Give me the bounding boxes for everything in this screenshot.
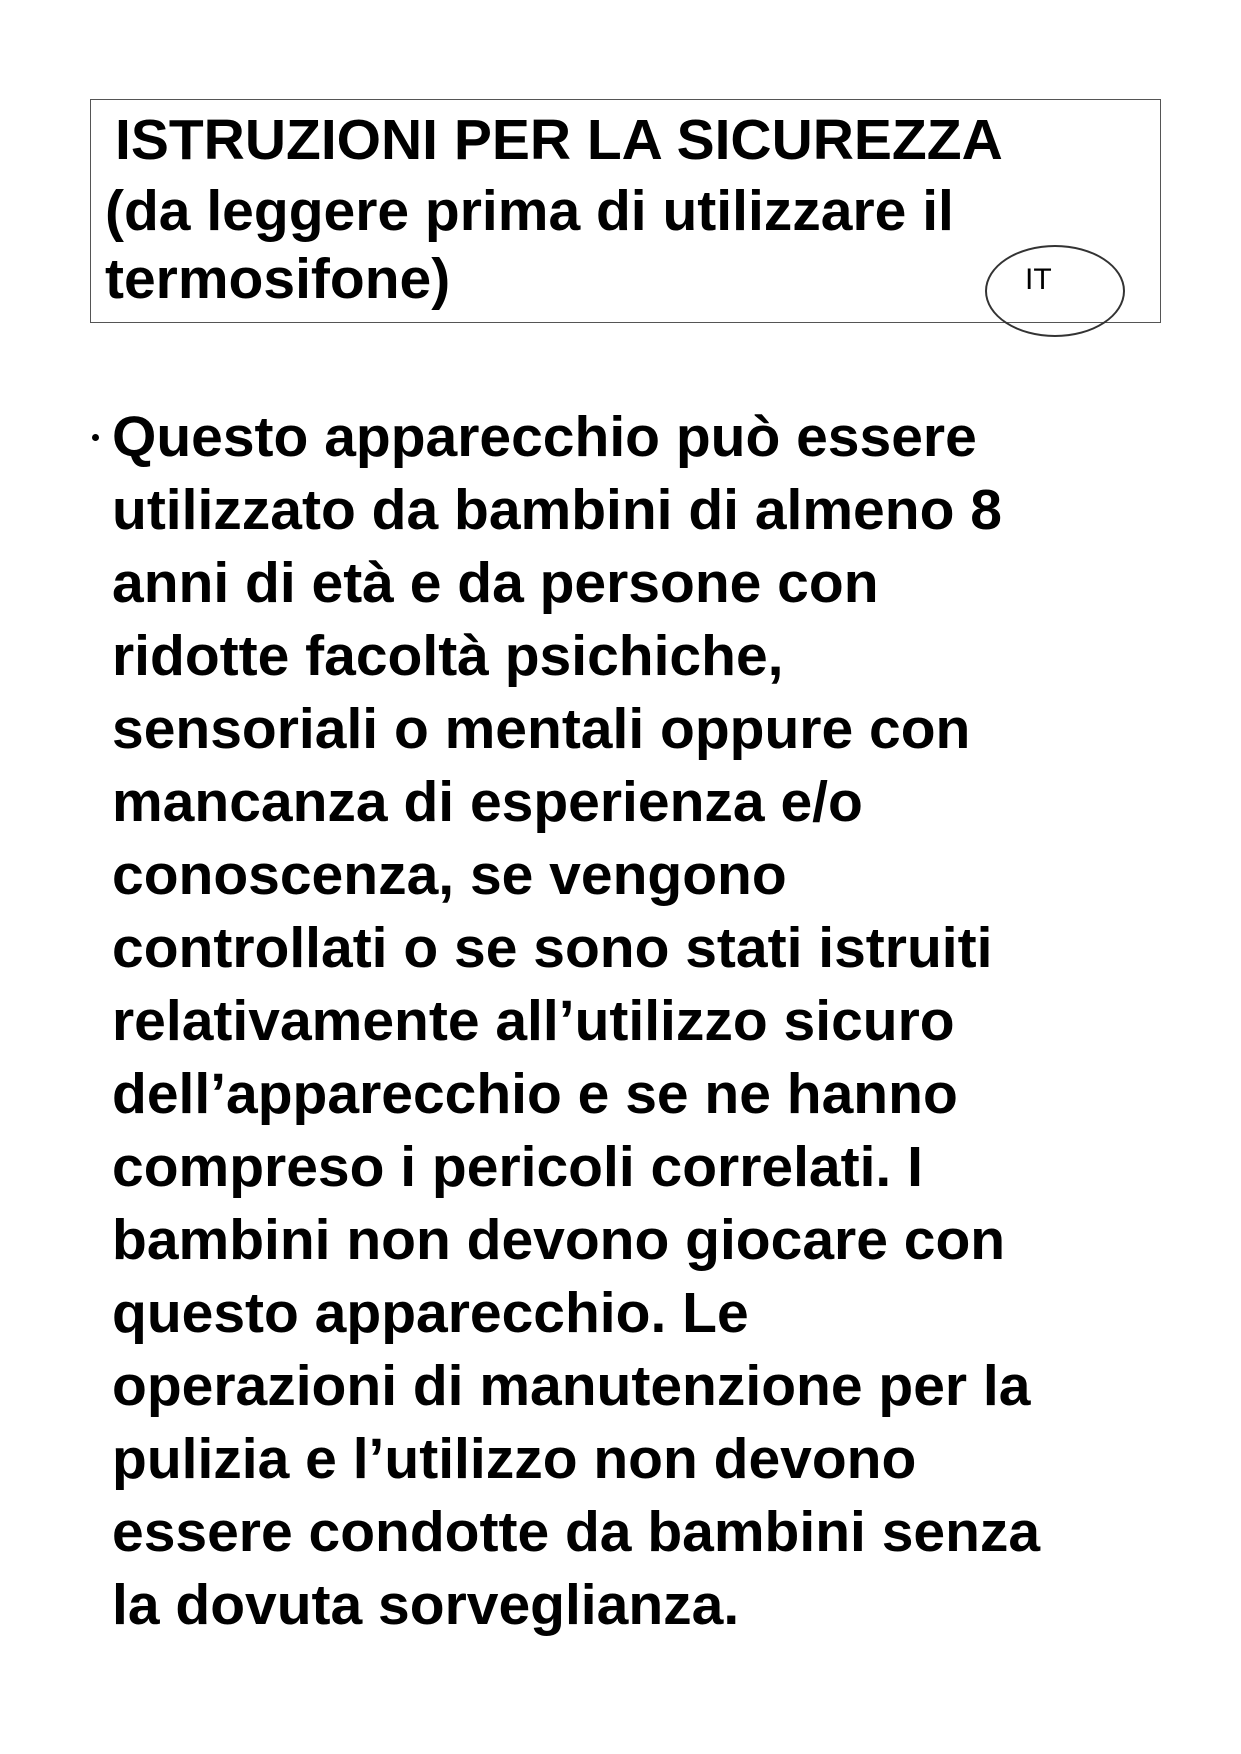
paragraph-line: compreso i pericoli correlati. I [112, 1135, 923, 1199]
paragraph-line: la dovuta sorveglianza. [112, 1573, 740, 1637]
paragraph-line: sensoriali o mentali oppure con [112, 697, 971, 761]
paragraph-line: ridotte facoltà psichiche, [112, 624, 784, 688]
paragraph-line: Questo apparecchio può essere [112, 405, 977, 469]
paragraph-line: bambini non devono giocare con [112, 1208, 1006, 1272]
paragraph-line: mancanza di esperienza e/o [112, 770, 863, 834]
paragraph-line: conoscenza, se vengono [112, 843, 787, 907]
language-badge-label: IT [1025, 263, 1052, 296]
paragraph-line: essere condotte da bambini senza [112, 1500, 1041, 1564]
paragraph-line: questo apparecchio. Le [112, 1281, 749, 1345]
paragraph-line: pulizia e l’utilizzo non devono [112, 1427, 917, 1491]
paragraph-line: utilizzato da bambini di almeno 8 [112, 478, 1002, 542]
header-title-line-2: (da leggere prima di utilizzare il [105, 179, 954, 243]
paragraph-line: dell’apparecchio e se ne hanno [112, 1062, 958, 1126]
bullet-dot-icon [92, 434, 99, 441]
language-badge [985, 245, 1125, 337]
safety-instruction-paragraph [112, 401, 1162, 1642]
paragraph-line: operazioni di manutenzione per la [112, 1354, 1031, 1418]
header-title-line-3: termosifone) [105, 247, 451, 311]
paragraph-line: controllati o se sono stati istruiti [112, 916, 993, 980]
header-title-line-1: ISTRUZIONI PER LA SICUREZZA [115, 108, 1003, 172]
paragraph-line: anni di età e da persone con [112, 551, 879, 615]
paragraph-line: relativamente all’utilizzo sicuro [112, 989, 955, 1053]
